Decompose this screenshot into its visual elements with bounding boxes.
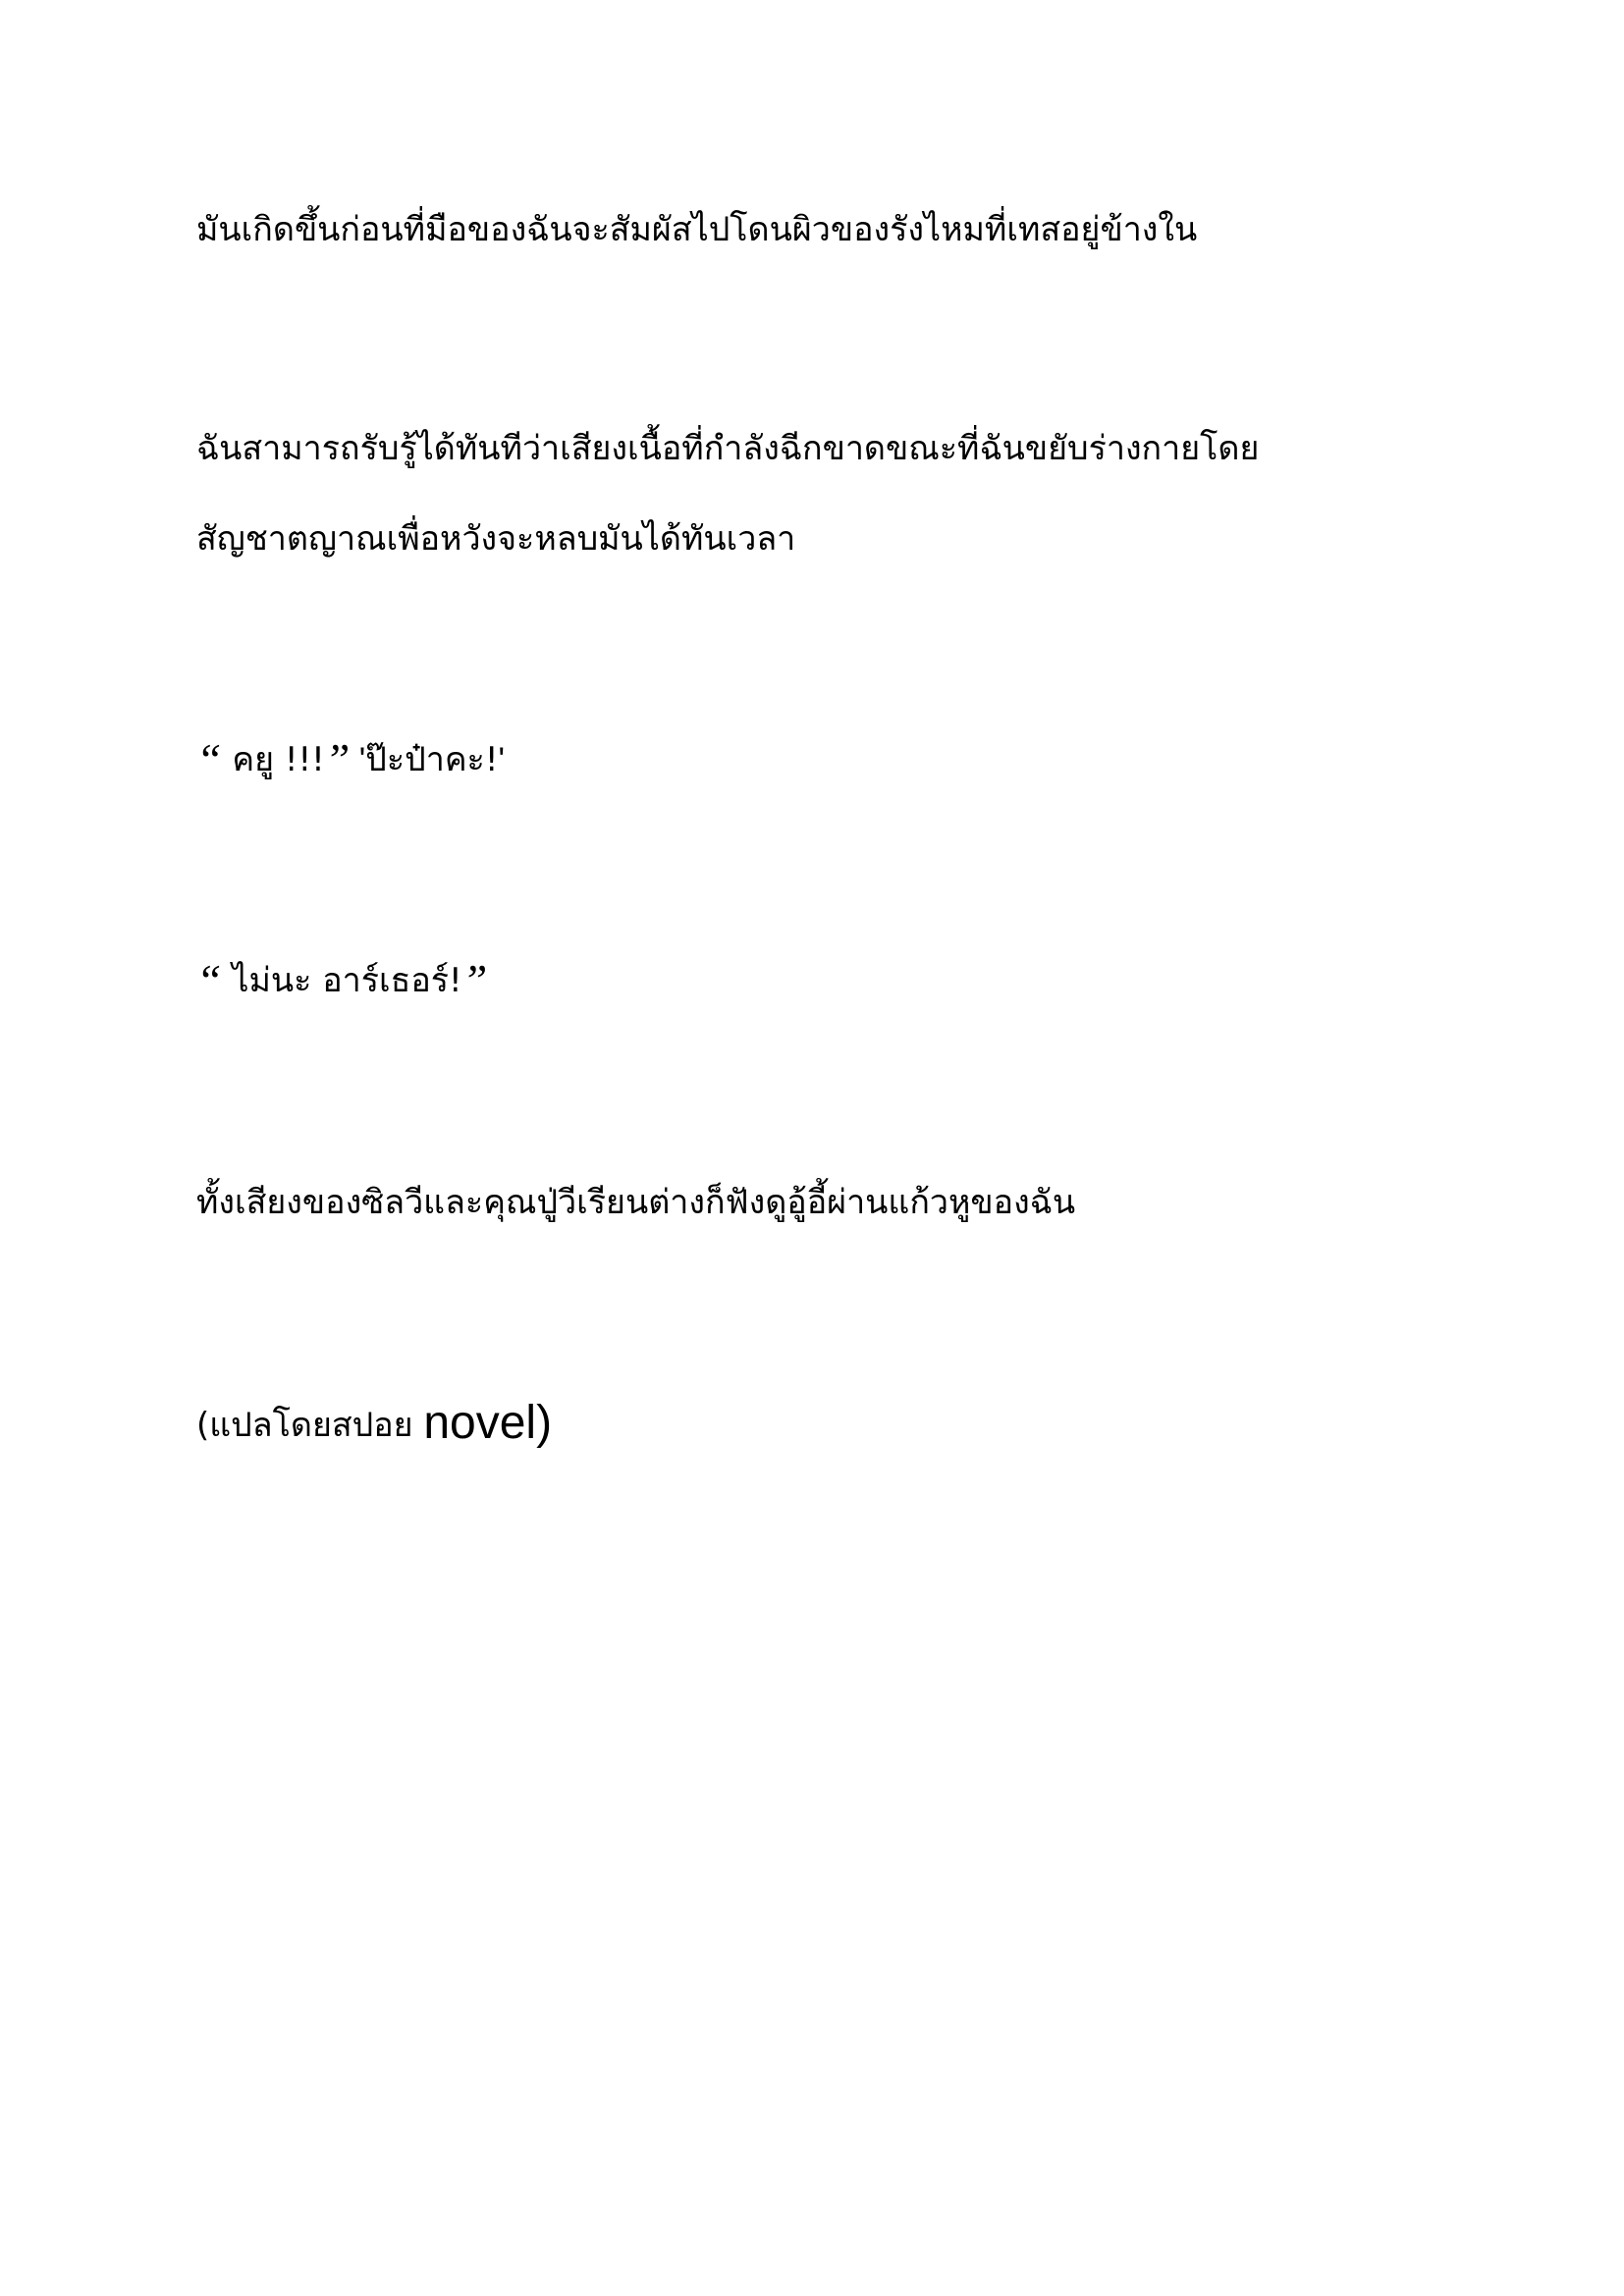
close-quote: ” [461,955,488,1005]
translator-credit [196,1397,553,1449]
dialogue-text: ไม่นะ อาร์เธอร์! [221,961,462,1000]
paragraph-2-line-1: ฉันสามารถรับรู้ได้ทันทีว่าเสียงเนื้อที่กำลังฉีกขาดขณะที่ฉันขยับร่างกายโดย [196,429,1260,468]
dialogue-2 [196,955,488,1005]
close-quote: ” [324,734,351,784]
open-quote: “ [196,955,222,1005]
paragraph-5: ทั้งเสียงของซิลวีและคุณปู่วีเรียนต่างก็ฟังดูอู้อี้ผ่านแก้วหูของฉัน [196,1183,1076,1222]
paragraph-1: มันเกิดขึ้นก่อนที่มือของฉันจะสัมผัสไปโดนผิวของรังไหมที่เทสอยู่ข้างใน [196,210,1198,249]
open-quote: “ [196,734,222,784]
dialogue-1 [196,734,505,784]
credit-suffix: ) [536,1397,553,1449]
inner-dialogue-text: ป๊ะป๋าคะ! [365,740,499,779]
inner-open-quote: ' [350,741,366,778]
inner-close-quote: ' [498,741,505,778]
credit-prefix: (แปลโดยสปอย [196,1406,424,1445]
paragraph-2-line-2: สัญชาตญาณเพื่อหวังจะหลบมันได้ทันเวลา [196,519,796,559]
dialogue-text: คยู !!! [221,740,325,779]
credit-name: novel [423,1397,537,1449]
